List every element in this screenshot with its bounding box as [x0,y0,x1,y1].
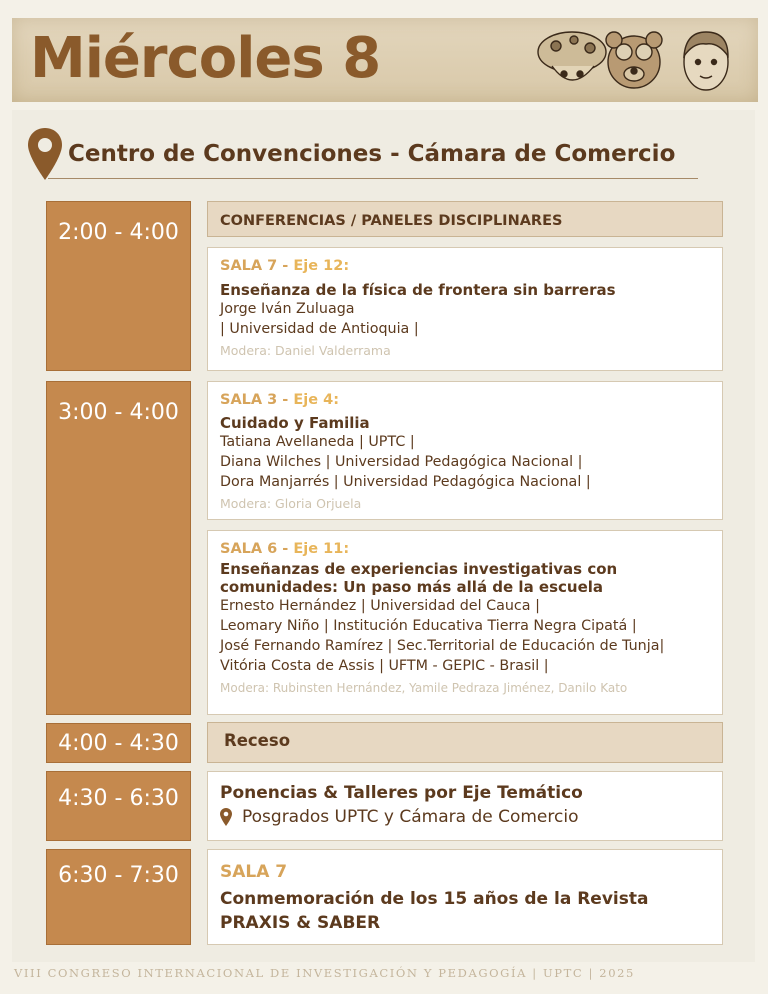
session-room: SALA 6 - Eje 11: [220,541,350,557]
speaker: Jorge Iván Zuluaga [220,301,355,317]
speaker: Dora Manjarrés | Universidad Pedagógica Nacional | [220,474,591,490]
venue-name: Centro de Convenciones - Cámara de Comercio [68,141,676,167]
speaker: Tatiana Avellaneda | UPTC | [220,434,415,450]
time-block [46,849,191,945]
session-title: Enseñanzas de experiencias investigativas con comunidades: Un paso más allá de la escuela [220,560,618,596]
session-axis: Eje 12: [293,258,350,274]
session-room: SALA 7 - Eje 12: [220,258,350,274]
time-block [46,723,191,763]
footer: VIII CONGRESO INTERNACIONAL DE INVESTIGACIÓN Y PEDAGOGÍA | UPTC | 2025 [14,966,635,980]
session-title: Enseñanza de la física de frontera sin barreras [220,281,616,299]
speaker: Diana Wilches | Universidad Pedagógica Nacional | [220,454,583,470]
session-title-line-1: Conmemoración de los 15 años de la Revista [220,889,649,909]
venue-divider [48,178,698,179]
session-card [207,849,723,945]
map-pin-icon [26,126,64,182]
speaker: Leomary Niño | Institución Educativa Tierra Negra Cipatá | [220,618,637,634]
session-title-line-2: PRAXIS & SABER [220,913,381,933]
recess-heading [207,722,723,763]
moderator: Modera: Daniel Valderrama [220,343,391,358]
moderator: Modera: Rubinsten Hernández, Yamile Pedraza Jiménez, Danilo Kato [220,681,628,695]
session-room: SALA 7 [220,862,288,882]
time-label: 4:30 - 6:30 [58,786,179,811]
time-block [46,381,191,715]
location-label: Posgrados UPTC y Cámara de Comercio [242,807,579,827]
session-card [207,771,723,841]
session-axis: Eje 4: [293,392,340,408]
session-card [207,530,723,715]
page-title: Miércoles 8 [30,26,381,91]
time-block [46,201,191,371]
section-heading-label: CONFERENCIAS / PANELES DISCIPLINARES [220,213,563,229]
illustration-characters [534,22,744,98]
recess-label: Receso [224,731,291,750]
time-label: 3:00 - 4:00 [58,400,179,425]
time-block [46,771,191,841]
speaker: Vitória Costa de Assis | UFTM - GEPIC - Brasil | [220,658,549,674]
session-card [207,247,723,371]
time-label: 4:00 - 4:30 [58,731,179,756]
section-heading [207,201,723,237]
moderator: Modera: Gloria Orjuela [220,496,362,511]
session-title: Ponencias & Talleres por Eje Temático [220,783,583,803]
session-axis: Eje 11: [293,541,350,557]
map-pin-icon [220,808,232,826]
time-label: 6:30 - 7:30 [58,863,179,888]
session-card [207,381,723,520]
session-room: SALA 3 - Eje 4: [220,392,340,408]
session-title: Cuidado y Familia [220,414,370,432]
speaker: José Fernando Ramírez | Sec.Territorial de Educación de Tunja| [220,638,665,654]
time-label: 2:00 - 4:00 [58,220,179,245]
speaker: | Universidad de Antioquia | [220,321,419,337]
speaker: Ernesto Hernández | Universidad del Cauca | [220,598,540,614]
session-location [220,806,710,828]
page-header [12,18,758,102]
